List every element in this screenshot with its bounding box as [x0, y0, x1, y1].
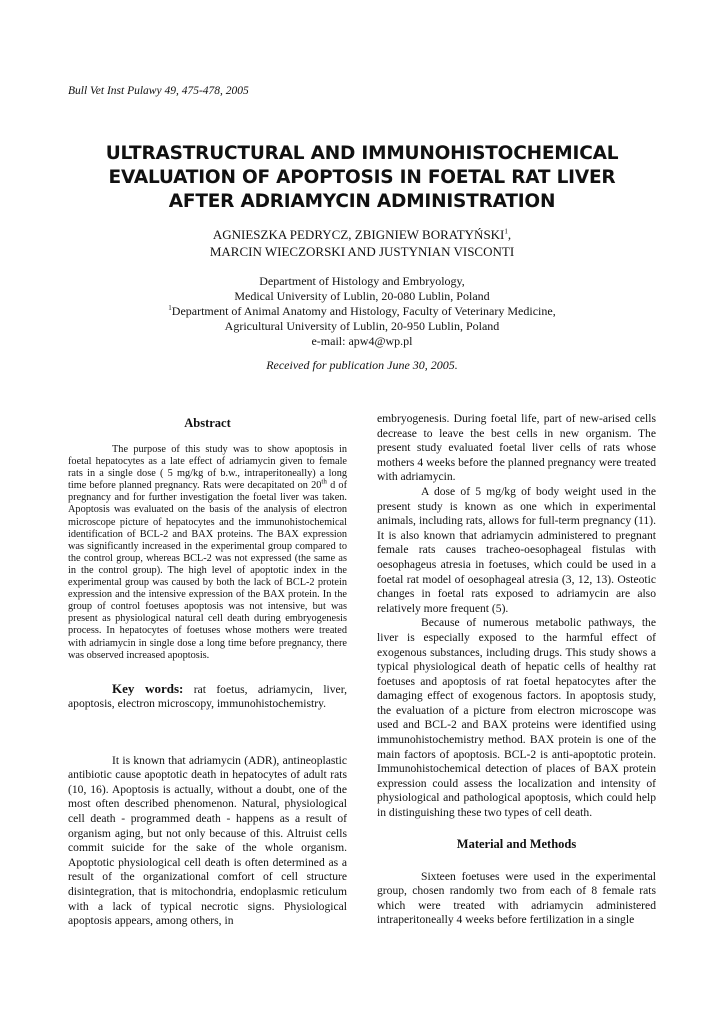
authors-line-1-end: , — [507, 227, 512, 242]
left-column — [68, 412, 347, 929]
body-paragraph-3: Because of numerous metabolic pathways, the liver is especially exposed to the harmful effect of exogenous substances, including drugs. This study shows a typical physiological death of hepatic cells of healthy rat foetuses and apoptosis of rat foetal hepatocytes after the damaging effect of exogenous factors. In apoptosis study, the evaluation of a picture from electron microscope was used and BCL-2 and BAX proteins were identified using immunohistochemistry method. BAX protein is one of the main factors of apoptosis. BCL-2 is anti-apoptotic protein. Immunohistochemical detection of places of BAX protein expression could assess the localization and intensity of physiological and pathological apoptosis, which could help in distinguishing these two types of cell death. — [377, 616, 656, 820]
title-line-2: EVALUATION OF APOPTOSIS IN FOETAL RAT LIVER — [108, 167, 616, 188]
affiliation-line-3 — [60, 304, 664, 319]
affiliation-line-1: Department of Histology and Embryology, — [259, 274, 465, 288]
abstract-text-part-1: The purpose of this study was to show apoptosis in foetal hepatocytes as a late effect of adriamycin given to female rats in a single dose ( 5 mg/kg of b.w., intraperitoneally) a long time before planned pregnancy. Rats were decapitated on 20 — [68, 444, 347, 492]
author-affiliation-mark: 1 — [504, 227, 508, 236]
authors-line-1-text: AGNIESZKA PEDRYCZ, ZBIGNIEW BORATYŃSKI — [212, 227, 505, 242]
abstract-text — [68, 444, 347, 662]
affiliation-line-2: Medical University of Lublin, 20-080 Lublin, Poland — [234, 289, 490, 303]
title-line-1: ULTRASTRUCTURAL AND IMMUNOHISTOCHEMICAL — [105, 143, 619, 164]
authors-line-2: MARCIN WIECZORSKI AND JUSTYNIAN VISCONTI — [209, 244, 515, 259]
affiliation-mark: 1 — [168, 304, 172, 312]
title-line-3: AFTER ADRIAMYCIN ADMINISTRATION — [168, 191, 556, 212]
body-paragraph-2: A dose of 5 mg/kg of body weight used in the present study is known as one which in experimental animals, including rats, allows for full-term pregnancy (11). It is also known that adriamycin administered to pregnant female rats causes tracheo-oesophageal fistulas with oesophageus atresia in foetuses, which could be used in a foetal rat model of oesophageal atresia (3, 12, 13). Osteotic changes in foetal rats exposed to adriamycin are also relatively more frequent (5). — [377, 484, 656, 615]
received-date: Received for publication June 30, 2005. — [266, 358, 458, 372]
methods-paragraph: Sixteen foetuses were used in the experimental group, chosen randomly two from each of 8 female rats which were treated with adriamycin administered intraperitoneally 4 weeks before fertilization in a single — [377, 869, 656, 927]
contact-email: e-mail: apw4@wp.pl — [311, 334, 413, 348]
journal-reference: Bull Vet Inst Pulawy 49, 475-478, 2005 — [68, 85, 249, 97]
abstract-heading: Abstract — [184, 416, 231, 430]
keywords-text: rat foetus, adriamycin, liver, apoptosis, electron microscopy, immunohistochemistry. — [68, 682, 347, 711]
right-column — [377, 412, 656, 928]
abstract-superscript: th — [321, 477, 327, 486]
methods-heading: Material and Methods — [456, 836, 577, 851]
affiliation-line-4: Agricultural University of Lublin, 20-950 Lublin, Poland — [224, 319, 500, 333]
paper-title — [60, 142, 664, 214]
abstract-text-part-2: d of pregnancy and for further investigation the foetal liver was taken. Apoptosis was evaluated on the basis of the analysis of electron microscope picture of hepatocytes and the immunohistochemical identification of BCL-2 and BAX proteins. The BAX expression was significantly increased in the experimental group compared to the control group, whereas BCL-2 was not expressed (the same as in the control group). The high level of apoptotic index in the experimental group was caused by both the lack of BCL-2 protein expression and the intensive expression of the BAX protein. In the group of control foetuses apoptosis was not intensive, but was present as physiological natural cell death during embryogenesis process. In hepatocytes of foetuses whose mothers were treated with adriamycin in single dose a long time before pregnancy, there was observed increased apoptosis. — [68, 480, 348, 661]
affiliation-line-3-text: Department of Animal Anatomy and Histology, Faculty of Veterinary Medicine, — [171, 304, 556, 318]
intro-paragraph: It is known that adriamycin (ADR), antineoplastic antibiotic cause apoptotic death in hepatocytes of adult rats (10, 16). Apoptosis is actually, without a doubt, one of the most often described phenomenon. Natural, physiological cell death - programmed death - happens as a result of organism aging, but not only because of this. Altruist cells commit suicide for the sake of the whole organism. Apoptotic physiological cell death is often determined as a result of the organizational comfort of cell structure disintegration, that is mitochondria, endoplasmic reticulum with a lack of typical necrotic signs. Physiological apoptosis appears, among others, in — [68, 753, 347, 928]
body-paragraph-1: embryogenesis. During foetal life, part of new-arised cells decrease to leave the best cells in new organism. The present study evaluated foetal liver cells of rats whose mothers 4 weeks before the planned pregnancy were treated with adriamycin. — [377, 412, 656, 484]
authors — [60, 226, 664, 260]
authors-line-1 — [60, 226, 664, 243]
keywords-label: Key words: — [112, 680, 184, 696]
affiliations — [60, 274, 664, 349]
keywords — [68, 682, 347, 712]
